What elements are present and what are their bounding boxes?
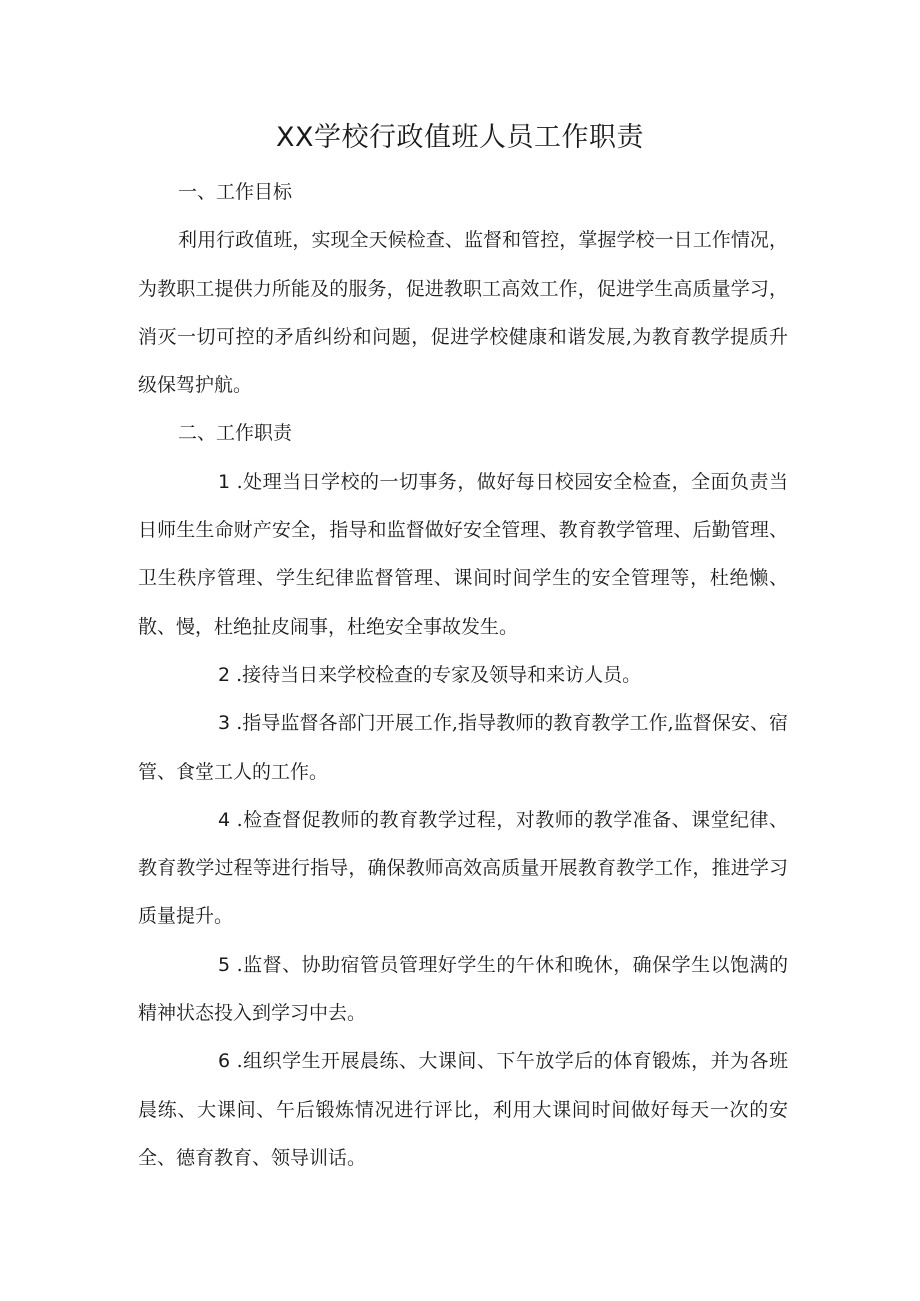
document-title: XX学校行政值班人员工作职责 [276,122,644,153]
duty-item-5 [138,941,788,1038]
duty-item-1 [138,458,788,651]
section-body-goals: 利用行政值班，实现全天候检查、监督和管控，掌握学校一日工作情况，为教职工提供力所能及的服务，促进教职工高效工作，促进学生高质量学习，消灭一切可控的矛盾纠纷和问题，促进学校健康和谐发展,为教育教学提质升级保驾护航。 [138,229,788,397]
duty-item-4 [138,796,788,941]
duty-item-text: .指导监督各部门开展工作,指导教师的教育教学工作,监督保安、宿管、食堂工人的工作。 [138,712,789,783]
duty-item-text: .接待当日来学校检查的专家及领导和来访人员。 [236,663,642,686]
duty-item-text: .组织学生开展晨练、大课间、下午放学后的体育锻炼，并为各班晨练、大课间、午后锻炼情况进行评比，利用大课间时间做好每天一次的安全、德育教育、领导训话。 [138,1050,789,1169]
duty-item-3 [138,699,788,796]
duty-item-2 [138,651,788,699]
duty-item-number: 5 [218,953,231,976]
section-heading-duties: 二、工作职责 [178,422,293,445]
duty-item-number: 4 [218,808,231,831]
duty-item-text: .处理当日学校的一切事务，做好每日校园安全检查，全面负责当日师生生命财产安全，指导和监督做好安全管理、教育教学管理、后勤管理、卫生秩序管理、学生纪律监督管理、课间时间学生的安全管理等，杜绝懒、散、慢，杜绝扯皮闹事，杜绝安全事故发生。 [138,470,789,638]
duty-item-text: .检查督促教师的教育教学过程，对教师的教学准备、课堂纪律、教育教学过程等进行指导，确保教师高效高质量开展教育教学工作，推进学习质量提升。 [138,808,789,928]
section-heading-goals: 一、工作目标 [178,181,293,203]
duty-item-number: 2 [218,663,231,686]
duty-item-number: 6 [218,1050,231,1073]
duty-item-text: .监督、协助宿管员管理好学生的午休和晚休，确保学生以饱满的精神状态投入到学习中去。 [138,953,789,1025]
document-body [138,168,788,1182]
duty-item-6 [138,1037,788,1182]
duty-item-number: 3 [218,712,231,735]
duty-item-number: 1 [218,470,231,493]
